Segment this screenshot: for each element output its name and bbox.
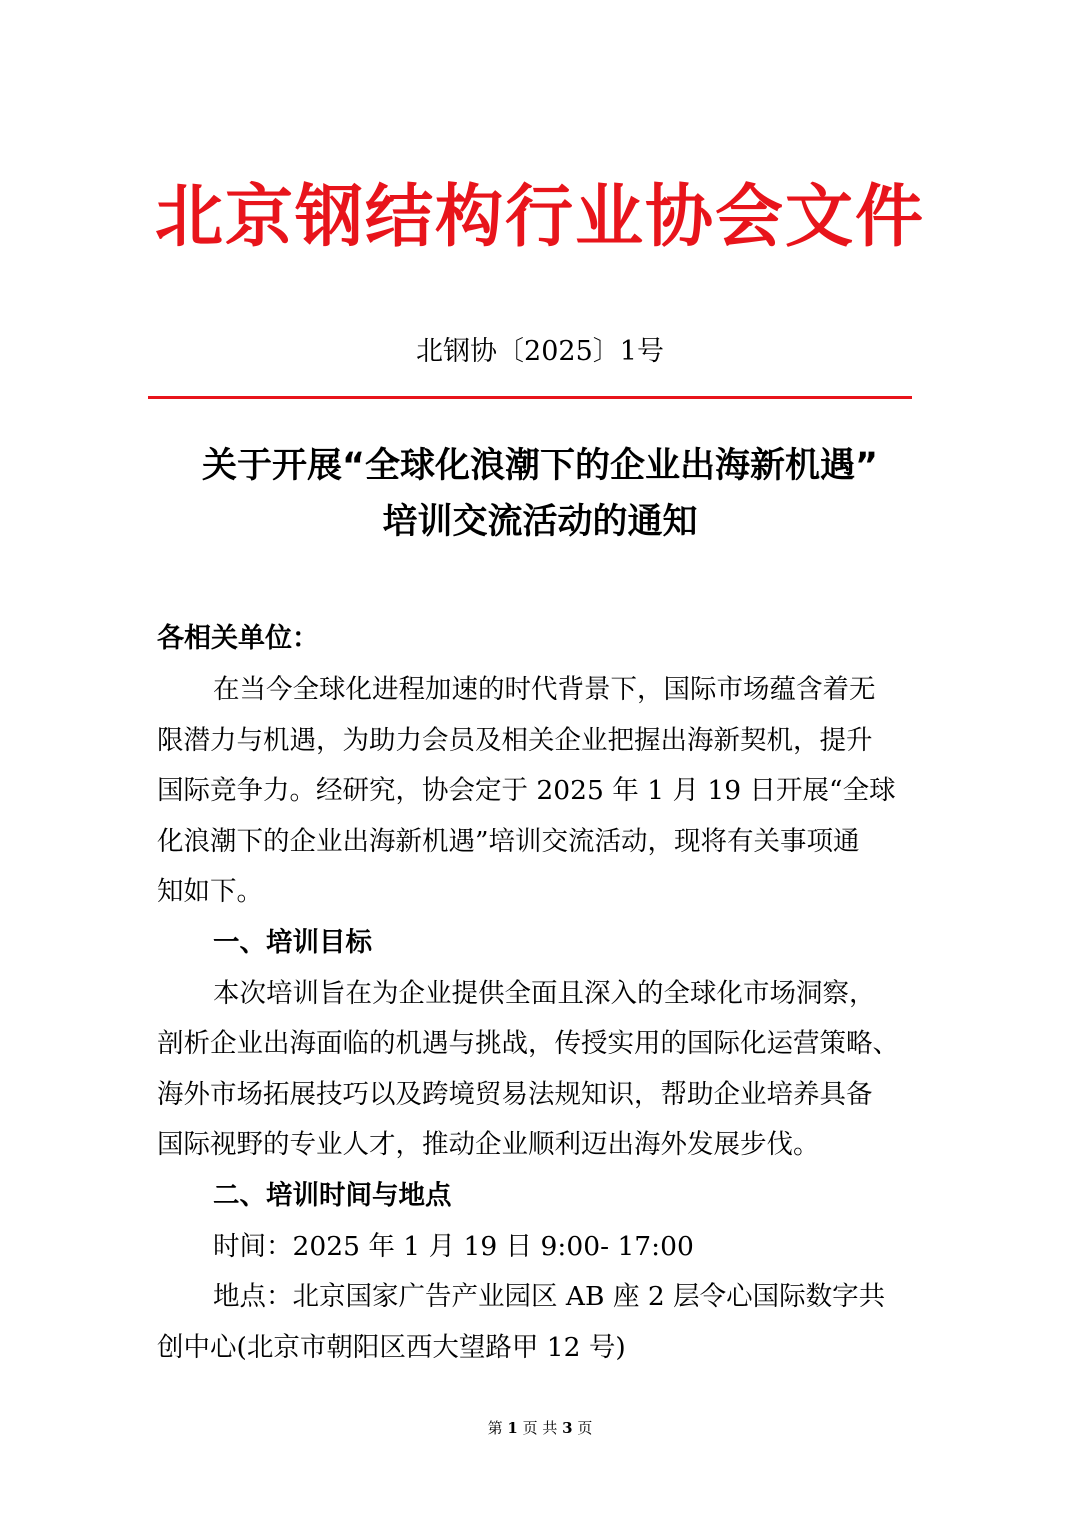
intro-paragraph — [157, 665, 927, 918]
place-line: 地点：北京国家广告产业园区 AB 座 2 层令心国际数字共 — [213, 1281, 886, 1313]
document-number: 北钢协〔2025〕1号 — [416, 336, 664, 367]
goal-line: 本次培训旨在为企业提供全面且深入的全球化市场洞察， — [213, 977, 876, 1009]
footer-total-pages: 3 — [562, 1419, 573, 1437]
goal-line: 国际视野的专业人才，推动企业顺利迈出海外发展步伐。 — [157, 1129, 820, 1161]
time-line: 时间：2025 年 1 月 19 日 9:00- 17:00 — [213, 1230, 694, 1262]
intro-line: 在当今全球化进程加速的时代背景下，国际市场蕴含着无 — [213, 674, 876, 705]
section-time-place — [157, 1171, 927, 1373]
intro-line: 国际竞争力。经研究，协会定于 2025 年 1 月 19 日开展“全球 — [157, 775, 896, 807]
goal-line: 剖析企业出海面临的机遇与挑战，传授实用的国际化运营策略、 — [157, 1028, 899, 1060]
section-heading-time-place: 二、培训时间与地点 — [213, 1180, 452, 1211]
page-footer — [0, 1414, 1080, 1442]
red-divider-line — [148, 396, 912, 399]
footer-suffix: 页 — [577, 1419, 593, 1437]
place-line-continued: 创中心(北京市朝阳区西大望路甲 12 号) — [157, 1331, 626, 1363]
document-title-line-1: 关于开展“全球化浪潮下的企业出海新机遇” — [201, 446, 878, 486]
salutation: 各相关单位： — [157, 623, 319, 654]
goal-line: 海外市场拓展技巧以及跨境贸易法规知识，帮助企业培养具备 — [157, 1078, 873, 1110]
intro-line: 知如下。 — [157, 876, 263, 908]
intro-line: 化浪潮下的企业出海新机遇”培训交流活动，现将有关事项通 — [157, 825, 860, 857]
intro-line: 限潜力与机遇，为助力会员及相关企业把握出海新契机，提升 — [157, 724, 873, 756]
footer-prefix: 第 — [487, 1419, 503, 1437]
section-heading-goal: 一、培训目标 — [213, 927, 372, 958]
footer-current-page: 1 — [507, 1419, 518, 1437]
document-title-line-2: 培训交流活动的通知 — [382, 502, 698, 542]
document-title — [0, 438, 1080, 550]
footer-middle: 页 共 — [522, 1419, 558, 1437]
section-training-goal — [157, 918, 927, 1171]
document-org-header: 北京钢结构行业协会文件 — [154, 178, 925, 257]
